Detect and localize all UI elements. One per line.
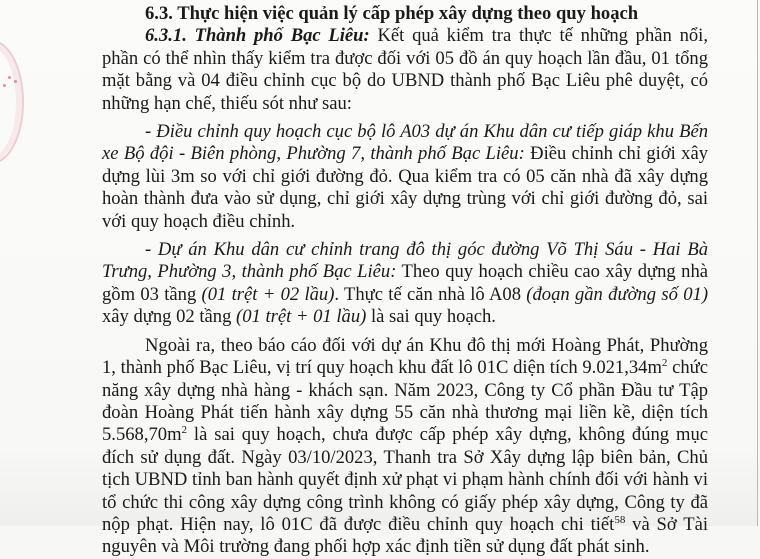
paragraph-text: Ngoài ra, theo báo cáo đối với dự án Khu đô thị mới Hoàng Phát, Phường 1, thành phố Bạc Liêu, vị trí quy hoạch khu đất lô 01C diện tích 9.021,34m (102, 334, 708, 379)
item-text: . Thực tế căn nhà lô A08 (334, 283, 527, 305)
document-body (102, 3, 708, 559)
paragraph-hoang-phat (102, 335, 708, 559)
red-stamp-mark (0, 40, 24, 164)
paragraph-text: và Sở Tài nguyên và Môi trường đang phối hợp xác định tiền sử dụng đất phát sinh. (102, 513, 709, 558)
paragraph-text: là sai quy hoạch, chưa được cấp phép xây dựng, không đúng mục đích sử dụng đất. Ngày 03/10/2023, Thanh tra Sở Xây dựng lập biên bản, Chủ tịch UBND tỉnh ban hành quyết định xử phạt vi phạm hành chính đối với hành vi tổ chức thi công xây dựng công trình không có giấy phép xây dựng, Công ty đã nộp phạt. Hiện nay, lô 01C đã được điều chỉnh quy hoạch chi tiết (102, 424, 708, 535)
item-note: (01 trệt + 02 lầu) (201, 283, 335, 305)
section-label: 6.3.1. Thành phố Bạc Liêu: (145, 25, 370, 47)
item-text: xây dựng 02 tầng (102, 306, 237, 328)
paragraph-text: Kết quả kiểm tra thực tế những phần nổi, phần có thể nhìn thấy kiểm tra được đối với 05 đồ án quy hoạch lần đầu, 01 tổng mặt bằng và 04 điều chỉnh cục bộ do UBND thành phố Bạc Liêu phê duyệt, có những hạn chế, thiếu sót như sau: (102, 25, 708, 114)
item-label: - Điều chỉnh quy hoạch cục bộ lô A03 dự án Khu dân cư tiếp giáp khu Bến xe Bộ đội - Biên phòng, Phường 7, thành phố Bạc Liêu: (102, 121, 708, 165)
stamp-dot (3, 84, 6, 87)
superscript: 2 (181, 424, 188, 437)
paragraph-631 (102, 25, 708, 115)
item-text: là sai quy hoạch. (366, 306, 496, 328)
item-text: Theo quy hoạch chiều cao xây dựng nhà gồm 03 tầng (102, 261, 708, 305)
paragraph-text: chức năng xây dựng nhà hàng - khách sạn. Năm 2023, Công ty Cổ phần Đầu tư Tập đoàn Hoàng Phát tiến hành xây dựng 55 căn nhà thương mại liền kề, diện tích 5.568,70m (102, 357, 708, 446)
item-note: (đoạn gần đường số 01) (526, 283, 709, 305)
section-heading: 6.3. Thực hiện việc quản lý cấp phép xây dựng theo quy hoạch (145, 3, 639, 24)
stamp-dot (14, 80, 17, 83)
item-label: - Dự án Khu dân cư chỉnh trang đô thị góc đường Võ Thị Sáu - Hai Bà Trưng, Phường 3, thành phố Bạc Liêu: (102, 239, 708, 283)
stamp-dot (8, 76, 11, 79)
footnote-ref[interactable]: 58 (614, 513, 626, 526)
superscript: 2 (661, 357, 668, 370)
item-note: (01 trệt + 01 lầu) (236, 306, 367, 328)
item-lot-a03 (102, 121, 708, 233)
item-vo-thi-sau (102, 239, 708, 329)
item-text: Điều chỉnh chỉ giới xây dựng lùi 3m so với chỉ giới đường đỏ. Qua kiểm tra có 05 căn nhà đã xây dựng hoàn thành đưa vào sử dụng, chỉ giới xây dựng trùng với chỉ giới đường đỏ, sai với quy hoạch điều chỉnh. (102, 143, 709, 232)
